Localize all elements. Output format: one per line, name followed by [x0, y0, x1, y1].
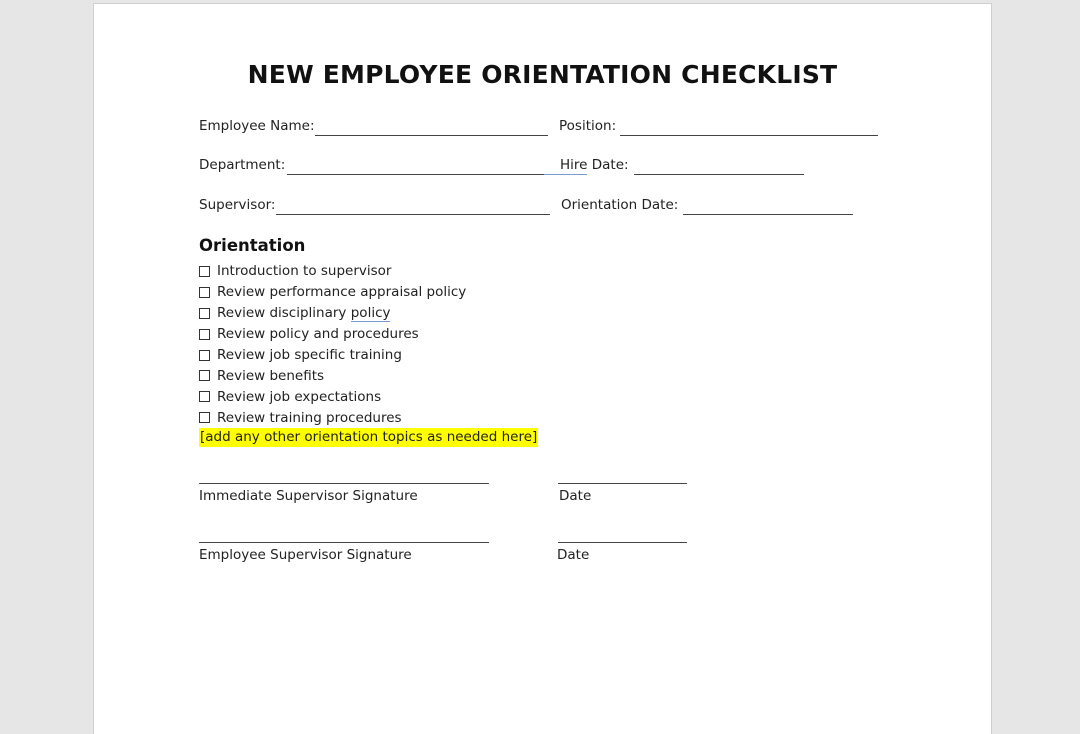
checkbox-icon[interactable]	[199, 329, 210, 340]
employee-signature-line[interactable]	[199, 542, 489, 543]
spellcheck-underline	[544, 174, 587, 175]
checklist-item-label: Review benefits	[217, 367, 325, 384]
checklist-item	[199, 282, 466, 303]
checkbox-icon[interactable]	[199, 308, 210, 319]
checklist-item-label: Review policy and procedures	[217, 326, 419, 343]
document-page	[93, 3, 992, 734]
checklist-item	[199, 407, 466, 428]
highlighted-note: [add any other orientation topics as needed here]	[200, 429, 538, 445]
orientation-date-label: Orientation Date:	[561, 197, 679, 213]
checkbox-icon[interactable]	[199, 287, 210, 298]
checkbox-icon[interactable]	[199, 266, 210, 277]
orientation-checklist	[199, 261, 466, 428]
checklist-item	[199, 345, 466, 366]
orientation-heading: Orientation	[199, 236, 306, 255]
supervisor-signature-line[interactable]	[199, 483, 489, 484]
department-label: Department:	[199, 157, 286, 173]
checkbox-icon[interactable]	[199, 350, 210, 361]
checklist-item-label: Review job expectations	[217, 388, 382, 405]
checklist-item-label: Review performance appraisal policy	[217, 284, 467, 301]
supervisor-date-label: Date	[559, 488, 592, 504]
checklist-item-label: Review job specific training	[217, 347, 402, 363]
supervisor-line[interactable]	[276, 214, 550, 215]
employee-name-line[interactable]	[315, 135, 548, 136]
checklist-item	[199, 324, 466, 345]
position-label: Position:	[559, 118, 617, 134]
supervisor-signature-label: Immediate Supervisor Signature	[199, 488, 418, 504]
hire-date-word: Hire	[560, 157, 588, 173]
department-line[interactable]	[287, 174, 548, 175]
supervisor-date-line[interactable]	[558, 483, 687, 484]
checklist-item-flagged-word: policy	[350, 304, 391, 321]
hire-date-label	[560, 157, 629, 173]
supervisor-label: Supervisor:	[199, 197, 276, 213]
checklist-item-label: Review disciplinary	[217, 305, 347, 322]
checklist-item	[199, 261, 466, 282]
checklist-item-label: Review training procedures	[217, 409, 402, 426]
checklist-item	[199, 386, 466, 407]
hire-date-suffix: Date:	[587, 157, 629, 173]
hire-date-line[interactable]	[634, 174, 804, 175]
position-line[interactable]	[620, 135, 878, 136]
checkbox-icon[interactable]	[199, 391, 210, 402]
employee-name-label: Employee Name:	[199, 118, 315, 134]
checkbox-icon[interactable]	[199, 370, 210, 381]
checklist-item-label: Introduction to supervisor	[217, 263, 392, 280]
employee-date-line[interactable]	[558, 542, 687, 543]
page-title: NEW EMPLOYEE ORIENTATION CHECKLIST	[247, 60, 838, 89]
checklist-item	[199, 303, 466, 324]
checklist-item	[199, 365, 466, 386]
checkbox-icon[interactable]	[199, 412, 210, 423]
orientation-date-line[interactable]	[683, 214, 853, 215]
employee-signature-label: Employee Supervisor Signature	[199, 547, 412, 563]
employee-date-label: Date	[557, 547, 590, 563]
